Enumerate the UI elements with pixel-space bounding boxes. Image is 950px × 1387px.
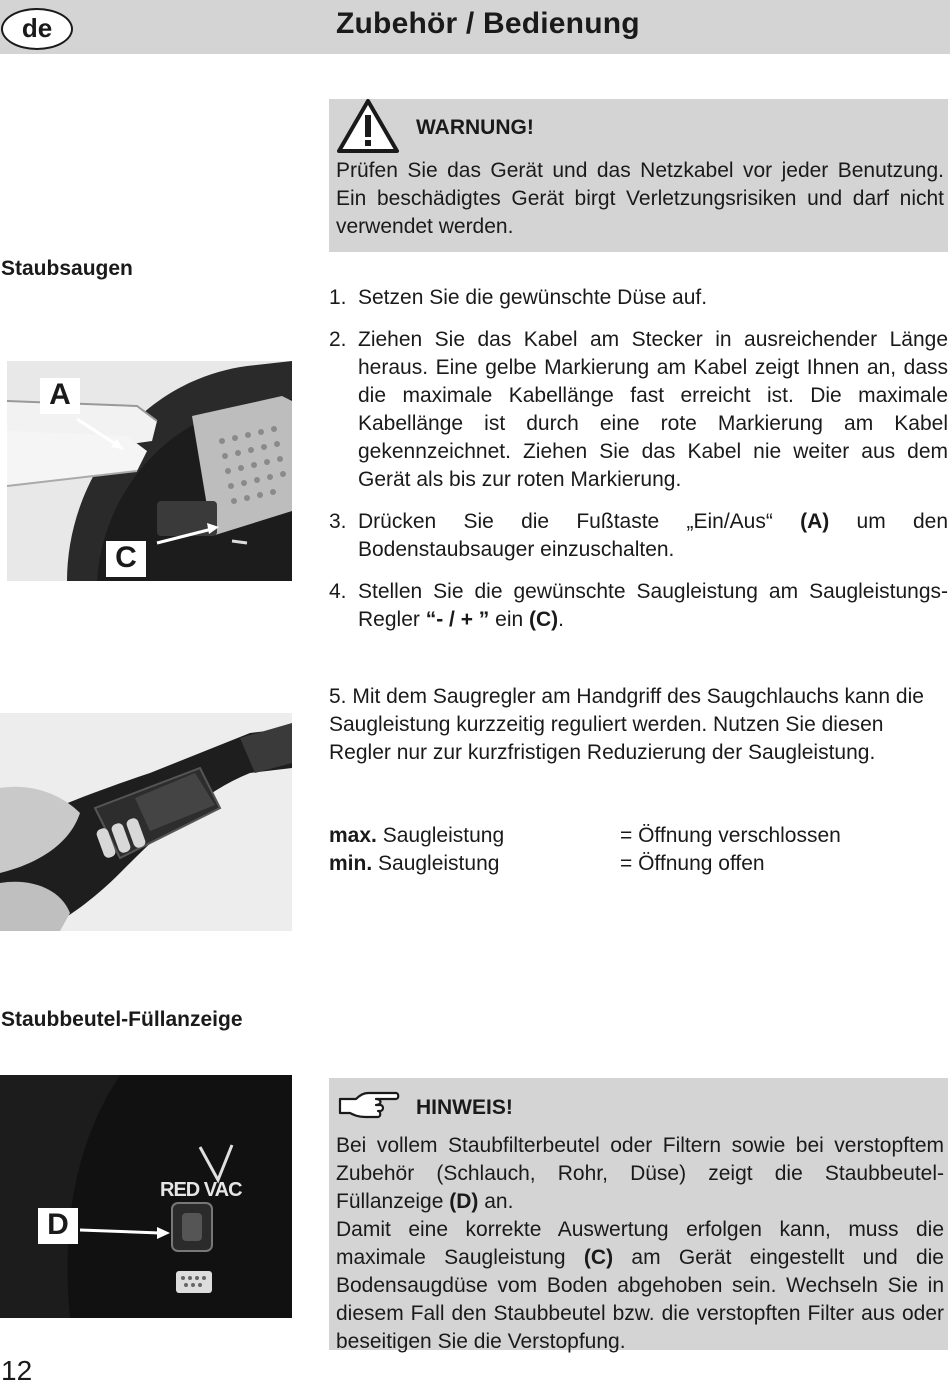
max-value: = Öffnung verschlossen [620, 824, 841, 847]
hint-ref-c: (C) [583, 1246, 614, 1269]
hint-paragraph-1 [336, 1132, 944, 1216]
page-header [0, 0, 950, 54]
max-label: max. [329, 824, 377, 847]
min-value: = Öffnung offen [620, 852, 765, 875]
step-item [329, 284, 948, 312]
warning-header [336, 99, 944, 157]
step-text-part: um den Bodenstaubsauger einzuschalten. [358, 510, 948, 561]
hint-text-part: Bei vollem Staubfilterbeutel oder Filtern sowie bei verstopftem Zubehör (Schlauch, Rohr, Düse) zeigt die Staubbeutel-Füllanzeige [336, 1134, 944, 1213]
step-item [329, 578, 948, 634]
step-text-part: ein [489, 608, 530, 631]
step-text [358, 508, 948, 564]
hint-box [329, 1078, 948, 1353]
section-heading-bag: Staubbeutel-Füllanzeige [1, 1008, 243, 1031]
step-ref-minus-plus: “- / + ” [425, 608, 490, 631]
step-text-part: . [558, 608, 565, 631]
redvac-logo: RED VAC [160, 1179, 242, 1201]
photo-vacuum-controls [7, 361, 292, 581]
page-title: Zubehör / Bedienung [336, 7, 640, 40]
max-text: Saugleistung [376, 824, 505, 847]
min-text: Saugleistung [372, 852, 500, 875]
step-number: 4. [329, 580, 347, 603]
max-row [329, 822, 504, 850]
step-number: 1. [329, 286, 347, 309]
hint-ref-d: (D) [449, 1190, 479, 1213]
step-text: Setzen Sie die gewünschte Düse auf. [358, 286, 708, 309]
callout-c: C [106, 541, 146, 577]
warning-label: WARNUNG! [416, 116, 534, 139]
hint-text-part: am Gerät eingestellt und die Bodensaugdüse vom Boden abgehoben sein. Wechseln Sie in diesem Fall den Staubbeutel bzw. die verstopften Filter aus oder beseitigen Sie die Verstopfung. [336, 1246, 944, 1353]
photo-bag-indicator [0, 1075, 292, 1318]
step-5-text: 5. Mit dem Saugregler am Handgriff des Saugchlauchs kann die Saugleistung kurzzeitig reguliert werden. Nutzen Sie diesen Regler nur zur kurzfristigen Reduzierung der Saugleistung. [329, 685, 924, 764]
step-text [358, 578, 948, 634]
step-number: 3. [329, 510, 347, 533]
language-badge: de [1, 8, 73, 50]
hint-paragraph-2 [336, 1216, 944, 1356]
step-text-part: Drücken Sie die Fußtaste „Ein/Aus“ [358, 510, 801, 533]
hint-text-part: Damit eine korrekte Auswertung erfolgen kann, muss die maximale Saugleistung [336, 1218, 944, 1269]
warning-text: Prüfen Sie das Gerät und das Netzkabel vor jeder Benutzung. Ein beschädigtes Gerät birgt Verletzungsrisiken und darf nicht verwendet werden. [336, 159, 944, 238]
step-number: 2. [329, 328, 347, 351]
pointing-hand-icon [336, 1089, 400, 1128]
step-text: Ziehen Sie das Kabel am Stecker in ausreichender Länge heraus. Eine gelbe Markierung am Kabel zeigt Ihnen an, dass die maximale Kabellänge fast erreicht ist. Die maximale Kabellänge ist durch eine rote Markierung am Kabel gekennzeichnet. Ziehen Sie das Kabel nie weiter aus dem Gerät als bis zur roten Markierung. [358, 328, 948, 491]
min-label: min. [329, 852, 373, 875]
hint-text-part: an. [478, 1190, 514, 1213]
hint-header [336, 1078, 944, 1138]
step-text-part: Stellen Sie die gewünschte Saugleistung am Saugleistungs-Regler [358, 580, 948, 631]
step-ref-c: (C) [529, 608, 559, 631]
photo-hose-handle [0, 713, 292, 931]
steps-list [329, 284, 948, 648]
callout-a: A [40, 378, 80, 414]
step-item [329, 326, 948, 494]
hint-label: HINWEIS! [416, 1096, 513, 1119]
warning-box [329, 99, 948, 252]
section-heading-vacuum: Staubsaugen [1, 257, 133, 280]
warning-triangle-icon [336, 98, 400, 159]
callout-d: D [38, 1208, 78, 1244]
min-row [329, 850, 499, 878]
step-item [329, 508, 948, 564]
page-number: 12 [1, 1355, 33, 1386]
step-ref-a: (A) [800, 510, 830, 533]
